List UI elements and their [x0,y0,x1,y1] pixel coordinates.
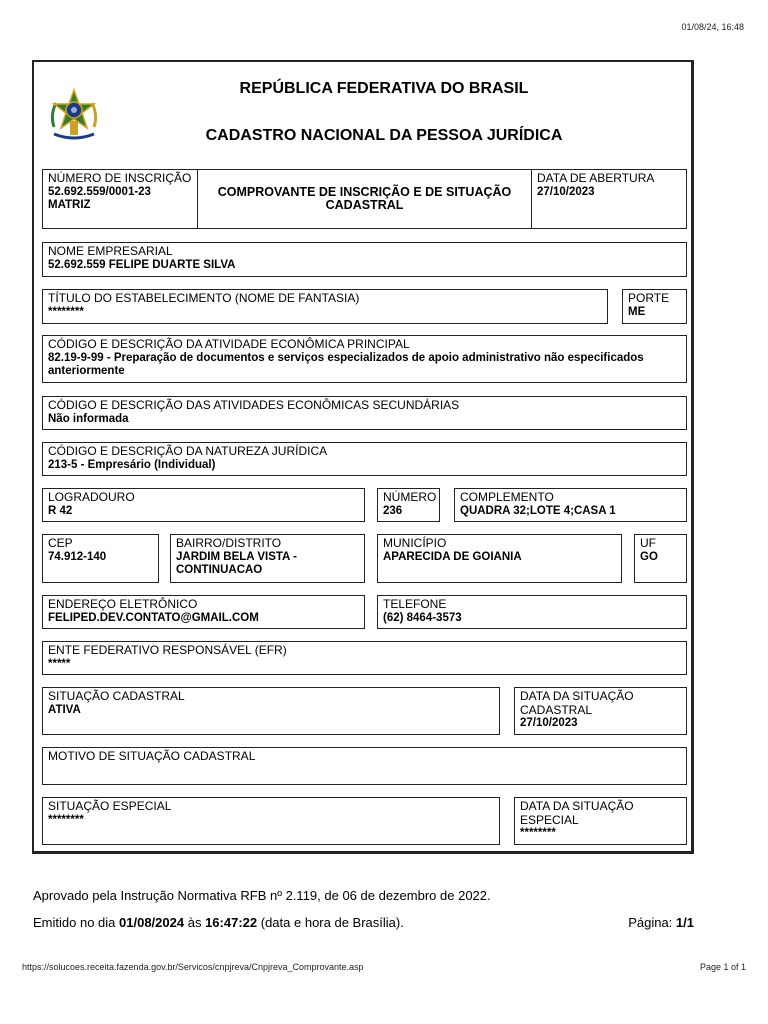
natureza-value: 213-5 - Empresário (Individual) [48,458,216,471]
abertura-value: 27/10/2023 [537,185,595,198]
print-date: 01/08/24, 16:48 [681,22,744,32]
abertura-label: DATA DE ABERTURA [537,171,655,185]
atividade-principal-value: 82.19-9-99 - Preparação de documentos e serviços especializados de apoio administrativo não especificados anteriormente [48,351,644,377]
emitido-date: 01/08/2024 [119,915,185,930]
fantasia-label: TÍTULO DO ESTABELECIMENTO (NOME DE FANTASIA) [48,291,360,305]
print-url: https://solucoes.receita.fazenda.gov.br/Servicos/cnpjreva/Cnpjreva_Comprovante.asp [22,962,364,972]
cep-box [42,534,159,583]
aprovado-text: Aprovado pela Instrução Normativa RFB nº 2.119, de 06 de dezembro de 2022. [33,888,491,903]
efr-value: ***** [48,657,71,670]
email-label: ENDEREÇO ELETRÔNICO [48,597,198,611]
pagina-label: Página: [628,915,673,930]
complemento-box [454,488,687,522]
atividades-secundarias-label: CÓDIGO E DESCRIÇÃO DAS ATIVIDADES ECONÔMICAS SECUNDÁRIAS [48,398,460,412]
uf-label: UF [640,536,656,550]
inscricao-value: 52.692.559/0001-23 [48,185,151,198]
porte-box [622,289,687,324]
situacao-label: SITUAÇÃO CADASTRAL [48,689,185,703]
data-situacao-especial-label: DATA DA SITUAÇÃO ESPECIAL [520,799,634,827]
data-situacao-value: 27/10/2023 [520,717,578,729]
natureza-label: CÓDIGO E DESCRIÇÃO DA NATUREZA JURÍDICA [48,444,328,458]
cep-value: 74.912-140 [48,550,107,563]
cep-label: CEP [48,536,73,550]
logradouro-value: R 42 [48,504,73,517]
emitido-time: 16:47:22 [205,915,258,930]
atividade-principal-label: CÓDIGO E DESCRIÇÃO DA ATIVIDADE ECONÔMICA PRINCIPAL [48,337,410,351]
atividades-secundarias-value: Não informada [48,412,129,425]
comprovante-title-box [197,169,532,229]
pagina-text [628,915,694,930]
motivo-label: MOTIVO DE SITUAÇÃO CADASTRAL [48,749,256,763]
bairro-box [170,534,365,583]
atividade-principal-box [42,335,687,383]
print-page-number: Page 1 of 1 [699,962,746,972]
telefone-value: (62) 8464-3573 [383,611,462,624]
bairro-value: JARDIM BELA VISTA - CONTINUACAO [176,550,297,576]
situacao-especial-box [42,797,500,845]
emitido-mid: às [187,915,202,930]
inscricao-box [42,169,198,229]
situacao-especial-value: ******** [48,813,84,826]
page-subtitle: CADASTRO NACIONAL DA PESSOA JURÍDICA [205,127,563,144]
situacao-especial-label: SITUAÇÃO ESPECIAL [48,799,172,813]
emitido-suffix: (data e hora de Brasília). [260,915,404,930]
data-situacao-especial-box [514,797,687,845]
natureza-box [42,442,687,476]
logradouro-label: LOGRADOURO [48,490,135,504]
nome-value: 52.692.559 FELIPE DUARTE SILVA [48,258,236,271]
fantasia-value: ******** [48,305,84,318]
email-value: FELIPED.DEV.CONTATO@GMAIL.COM [48,611,259,624]
atividades-secundarias-box [42,396,687,430]
data-situacao-label: DATA DA SITUAÇÃO CADASTRAL [520,689,634,717]
abertura-box [531,169,687,229]
numero-label: NÚMERO [383,490,437,504]
emitido-prefix: Emitido no dia [33,915,116,930]
inscricao-label: NÚMERO DE INSCRIÇÃO [48,171,192,185]
porte-value: ME [628,305,646,318]
motivo-box [42,747,687,785]
complemento-value: QUADRA 32;LOTE 4;CASA 1 [460,504,616,517]
nome-box [42,242,687,277]
telefone-label: TELEFONE [383,597,447,611]
pagina-value: 1/1 [675,915,694,930]
municipio-label: MUNICÍPIO [383,536,447,550]
page-title: REPÚBLICA FEDERATIVA DO BRASIL [239,80,529,97]
complemento-label: COMPLEMENTO [460,490,554,504]
efr-box [42,641,687,675]
data-situacao-especial-value: ******** [520,827,556,839]
email-box [42,595,365,629]
municipio-value: APARECIDA DE GOIANIA [383,550,522,563]
emitido-text [33,915,404,930]
data-situacao-box [514,687,687,735]
numero-box [377,488,440,522]
bairro-label: BAIRRO/DISTRITO [176,536,282,550]
comprovante-title: COMPROVANTE DE INSCRIÇÃO E DE SITUAÇÃO CADASTRAL [217,184,512,212]
logradouro-box [42,488,365,522]
municipio-box [377,534,622,583]
situacao-value: ATIVA [48,703,81,716]
numero-value: 236 [383,504,403,517]
fantasia-box [42,289,608,324]
uf-box [634,534,687,583]
inscricao-tipo: MATRIZ [48,199,91,211]
efr-label: ENTE FEDERATIVO RESPONSÁVEL (EFR) [48,643,287,657]
situacao-box [42,687,500,735]
nome-label: NOME EMPRESARIAL [48,244,173,258]
uf-value: GO [640,550,658,563]
porte-label: PORTE [628,291,670,305]
telefone-box [377,595,687,629]
